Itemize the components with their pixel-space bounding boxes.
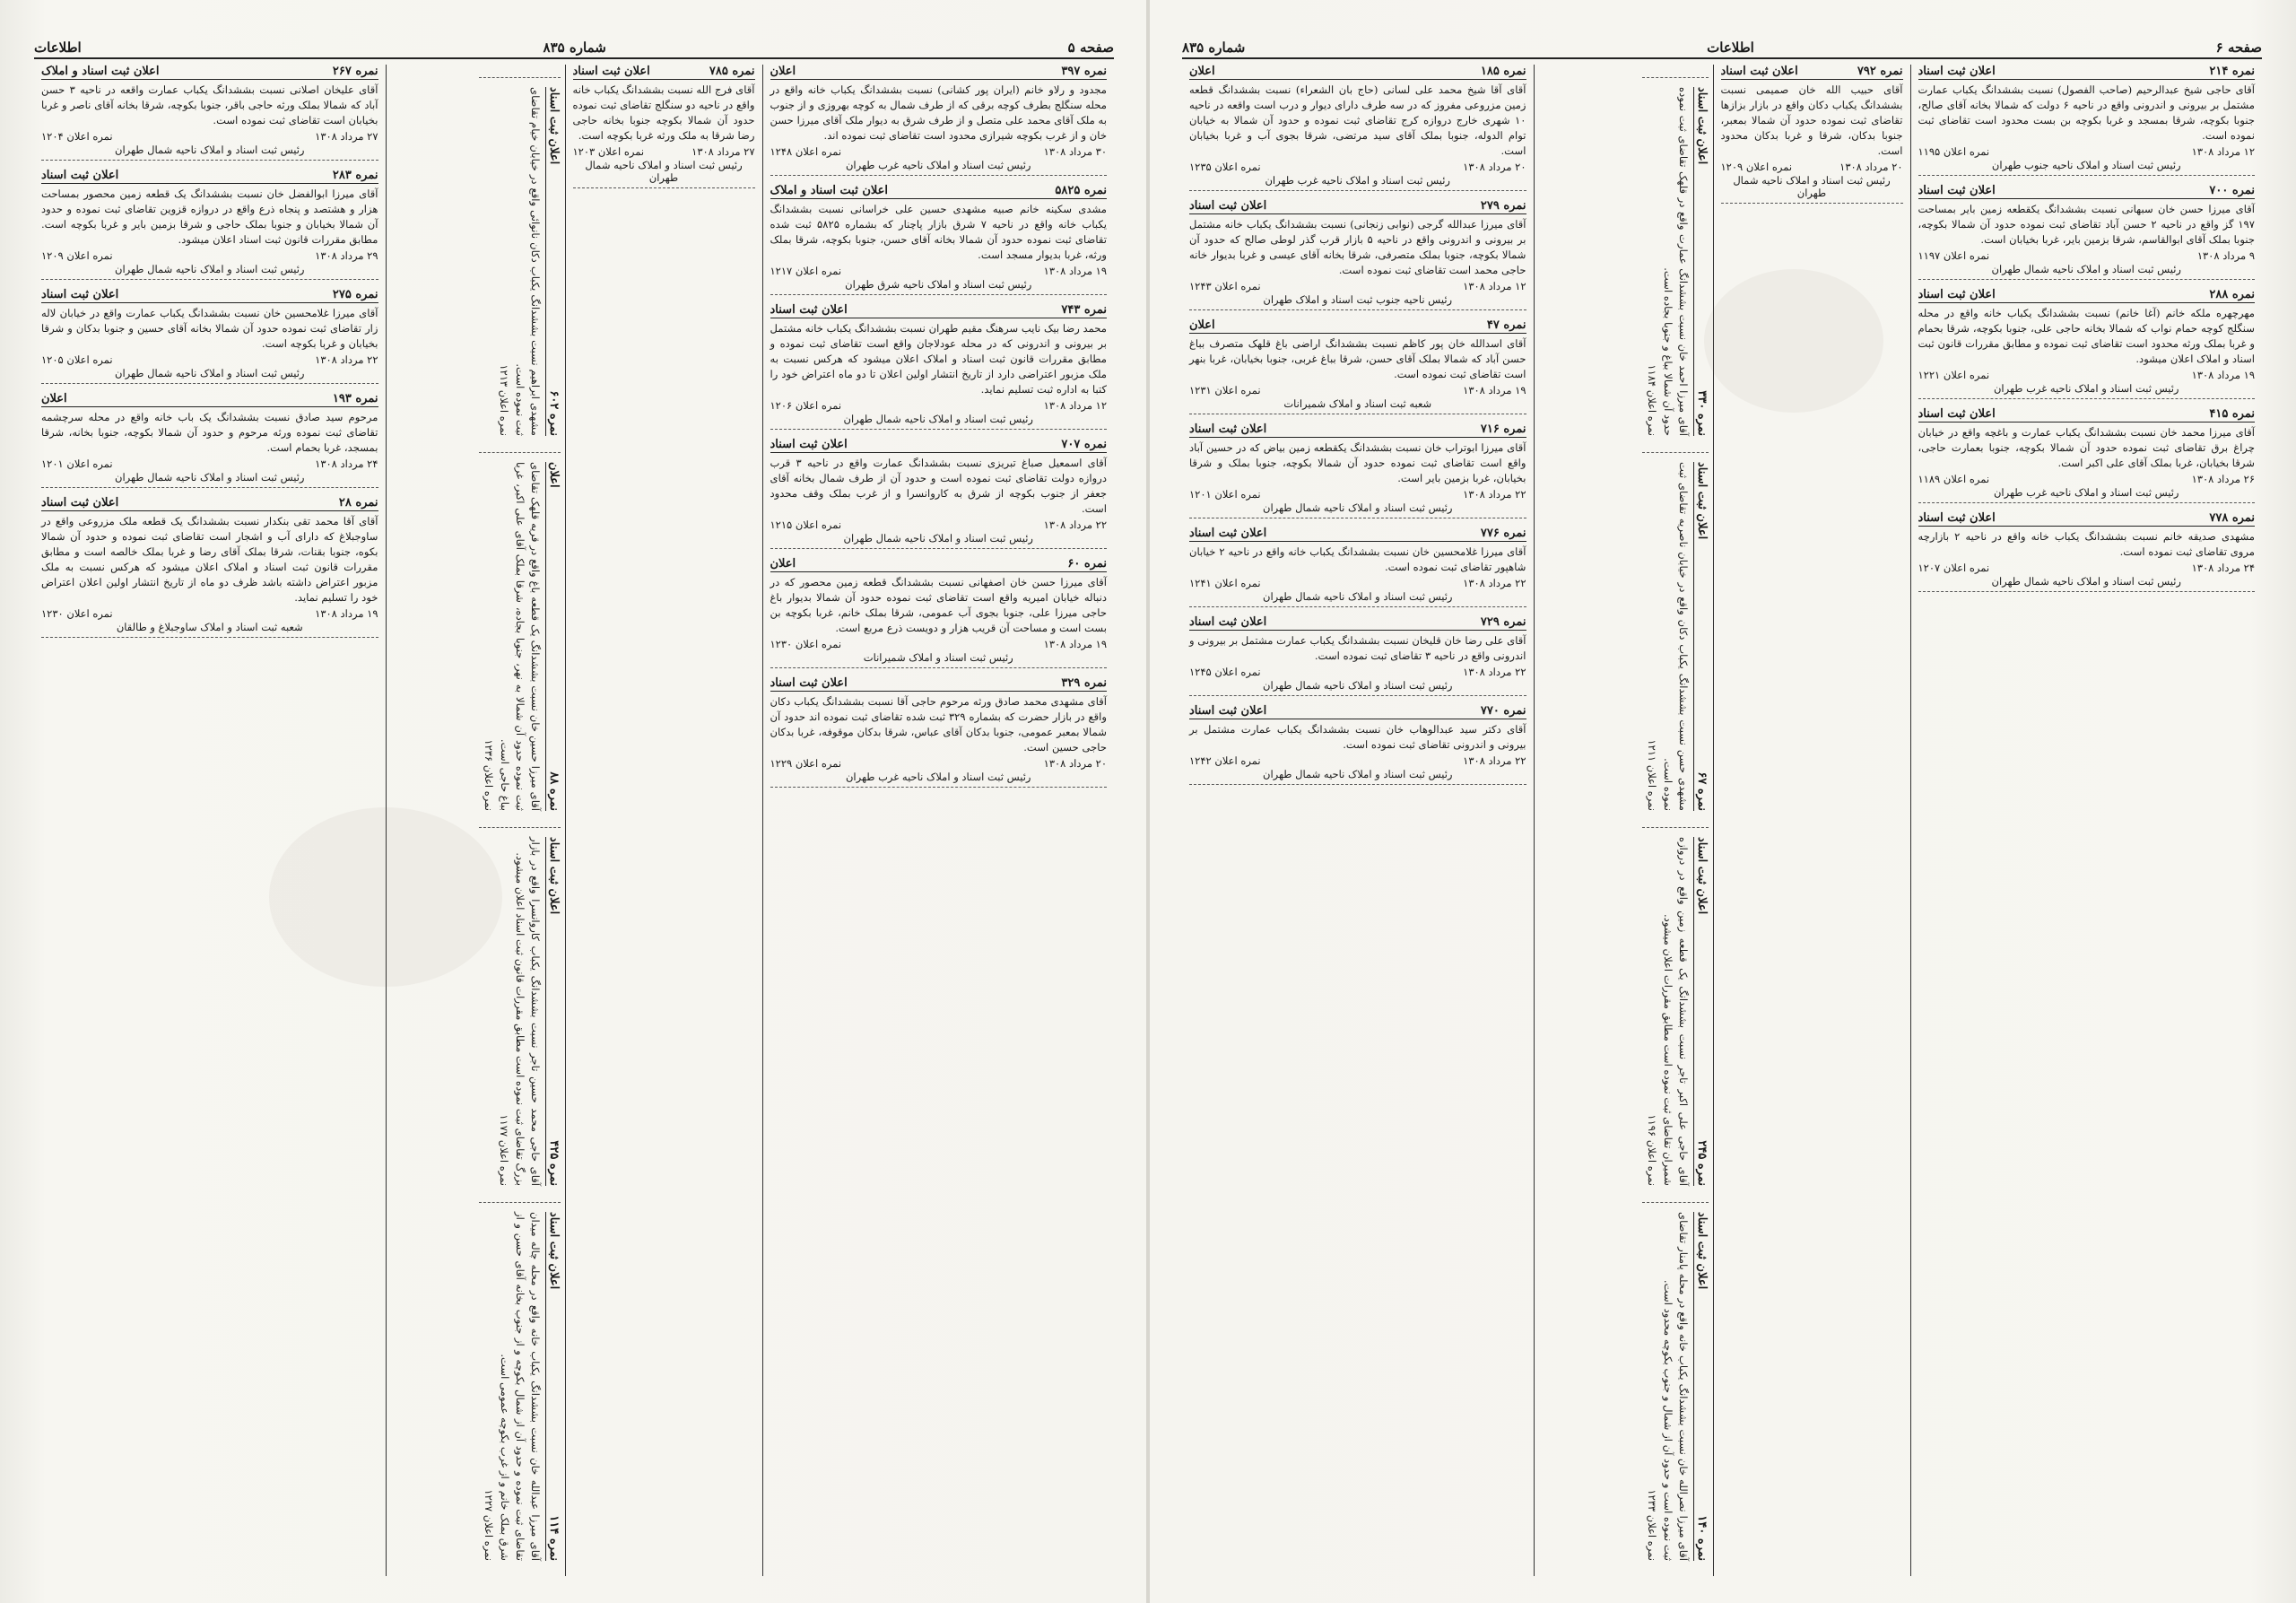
notice-body: آقای حاجی علی اکبر تاجر نسبت بششدانگ یک قطعه زمین واقع در دروازه شمیران تقاضای ثبت نموده است مطابق مقررات اعلان میشود. (1661, 837, 1690, 1186)
notice-footer (41, 457, 378, 470)
notice-header (1693, 87, 1709, 436)
notice-footer (1918, 562, 2256, 574)
column (1910, 65, 2263, 1576)
notice-date: ۱۹ مرداد ۱۳۰۸ (315, 607, 378, 620)
notice-body: آقای آقا شیخ محمد علی لسانی (حاج بان الشعراء) نسبت بششدانگ قطعه زمین مزروعی مفروز که در سه طرف دارای دیوار و درب است واقعه در ناحیه ۱۰ شهری خارج دروازه کرج تقاضای ثبت نموده و حدود آن شمالا به خیابان توام الدوله، جنوبا بملک آقای سید مرتضی، شرقا بجوی آب و غربا بخیابان است. (1189, 83, 1526, 157)
notice-body: مشهدی صدیقه خانم نسبت بششدانگ یکباب خانه واقع در ناحیه ۲ بازارچه مروی تقاضای ثبت نموده است. (1918, 530, 2255, 558)
notice-header (1918, 288, 2256, 303)
notice-header (1918, 511, 2256, 527)
notice-date: ۲۲ مرداد ۱۳۰۸ (1463, 754, 1526, 767)
notice-footer (1918, 145, 2256, 158)
notice-date: ۲۰ مرداد ۱۳۰۸ (1839, 161, 1903, 173)
notice-signature: رئیس ثبت اسناد و املاک ناحیه غرب طهران (845, 159, 1031, 171)
notice-body: مرحوم سید صادق نسبت بششدانگ یک باب خانه واقع در محله سرچشمه تقاضای ثبت نموده ورثه مرحوم و حدود آن شمالا بکوچه، جنوبا بخانه، شرقا بمسجد، غربا بحمام است. (41, 411, 378, 454)
notice-body: آقای حاجی شیخ عبدالرحیم (صاحب الفصول) نسبت بششدانگ یکباب عمارت مشتمل بر بیرونی و اندرونی واقع در ناحیه ۶ دولت که شمالا بخانه آقای صالح، جنوبا بکوچه، شرقا بمسجد و غربا بکوچه بن بست محدود است تقاضای ثبت نموده است. (1918, 83, 2256, 142)
notice-kind: اعلان (546, 462, 561, 488)
notice-number: نمره ۶۷ (1694, 771, 1709, 811)
notice-ref: نمره اعلان ۱۲۰۹ (1720, 161, 1793, 173)
notice (1918, 288, 2256, 399)
column (762, 65, 1115, 1576)
notice-body: مشهدی ابراهیم نسبت بششدانگ یکباب دکان نانوائی واقع در خیابان خیام تقاضای ثبت نموده است. (513, 87, 542, 436)
notice-signature: رئیس ثبت اسناد و املاک ناحیه شمال طهران (1733, 174, 1891, 199)
notice-footer (1721, 161, 1903, 173)
notice-ref: نمره اعلان ۱۲۱۷ (770, 265, 842, 277)
notice-ref: نمره اعلان ۱۲۴۸ (770, 145, 842, 158)
notice-footer (41, 353, 378, 366)
notice-kind: اعلان ثبت اسناد (1189, 615, 1267, 629)
notice-ref: نمره اعلان ۱۲۴۳ (1189, 280, 1261, 292)
notice-ref: نمره اعلان ۱۲۲۹ (770, 757, 842, 770)
notice-body: آقای میرزا ابوالفضل خان نسبت بششدانگ یک قطعه زمین محصور بمساحت هزار و هشتصد و پنجاه ذرع واقع در دروازه قزوین تقاضای ثبت نموده و حدود آن شمالا بخیابان و جنوبا بملک حاجی و شرقا بزمین بایر و غربا بکوچه است. مطابق مقررات قانون ثبت اسناد اعلان میشود. (41, 187, 378, 246)
notice-date: ۲۲ مرداد ۱۳۰۸ (1043, 518, 1107, 531)
columns (34, 65, 1114, 1576)
notice-signature: رئیس ثبت اسناد و املاک ناحیه غرب طهران (845, 771, 1031, 783)
notice-header (770, 303, 1108, 318)
notice-date: ۱۹ مرداد ۱۳۰۸ (2191, 369, 2255, 381)
notice-kind: اعلان ثبت اسناد و املاک (41, 65, 160, 78)
notice-ref: نمره اعلان ۱۲۰۶ (770, 399, 842, 412)
notice (1189, 527, 1526, 607)
notice-header (770, 676, 1108, 692)
notice-ref: نمره اعلان ۱۲۱۱ (1645, 739, 1658, 811)
notice-body: آقای میرزا عبدالله گرجی (نوابی زنجانی) نسبت بششدانگ یکباب خانه مشتمل بر بیرونی و اندرونی واقع در ناحیه ۵ بازار قرب گذر لوطی صالح که حدود آن شمالا بکوچه، جنوبا بملک متصرفی، شرقا بخانه آقای عیسی و غربا بدیوار خانه حاجی محمد است تقاضای ثبت نموده است. (1189, 218, 1526, 276)
notice-date: ۲۷ مرداد ۱۳۰۸ (315, 130, 378, 143)
column (1713, 65, 1910, 1576)
notice-kind: اعلان ثبت اسناد و املاک (770, 184, 889, 197)
notice-kind: اعلان ثبت اسناد (1918, 65, 1996, 78)
notice (1918, 511, 2256, 592)
notice-kind: اعلان ثبت اسناد (1189, 423, 1267, 436)
notice-body: آقای میرزا غلامحسین خان نسبت بششدانگ یکباب خانه واقع در ناحیه ۲ خیابان شاهپور تقاضای ثبت نموده است. (1189, 545, 1526, 573)
notice (770, 676, 1108, 788)
notice-kind: اعلان ثبت اسناد (1720, 65, 1798, 78)
notice-number: نمره ۱۴۰ (1694, 1515, 1709, 1561)
notice-header (1189, 65, 1526, 80)
notice (41, 496, 378, 638)
notice-signature: رئیس ثبت اسناد و املاک ناحیه شمال طهران (115, 367, 305, 379)
notice (479, 77, 561, 436)
notice-date: ۲۷ مرداد ۱۳۰۸ (691, 145, 755, 158)
notice-date: ۹ مرداد ۱۳۰۸ (2196, 249, 2255, 262)
notice-signature: رئیس ثبت اسناد و املاک ناحیه شمال طهران (585, 159, 743, 184)
notice (1642, 452, 1709, 811)
notice-header (41, 392, 378, 407)
notice-kind: اعلان ثبت اسناد (770, 438, 848, 451)
notice-ref: نمره اعلان ۱۲۳۶ (482, 739, 495, 811)
notice-ref: نمره اعلان ۱۲۳۰ (770, 638, 842, 650)
notice-header (1918, 184, 2256, 199)
notice-header (1189, 527, 1526, 542)
issue-number: شماره ۸۳۵ (543, 39, 606, 56)
notice-number: نمره ۴۷ (1486, 318, 1526, 332)
notice-ref: نمره اعلان ۱۲۰۹ (41, 249, 113, 262)
notice-number: نمره ۳۹۷ (1061, 65, 1107, 78)
notice (770, 438, 1108, 549)
notice-kind: اعلان (770, 65, 796, 78)
notice-number: نمره ۷۸۵ (709, 65, 755, 78)
notice-signature: رئیس ثبت اسناد و املاک ناحیه شمال طهران (843, 413, 1033, 425)
notice-signature: رئیس ثبت اسناد و املاک ناحیه شمال طهران (1263, 501, 1453, 514)
notice-signature: شعبه ثبت اسناد و املاک ساوجبلاغ و طالقان (116, 621, 303, 633)
notice-ref: نمره اعلان ۱۲۳۳ (1645, 1489, 1658, 1561)
notice-date: ۱۹ مرداد ۱۳۰۸ (1463, 384, 1526, 396)
notice-body: آقای حاجی محمد حسین تاجر نسبت بششدانگ یکباب کاروانسرا واقع در بازار بزرگ تقاضای ثبت نموده است مطابق مقررات قانون ثبت اسناد اعلان میشود. (513, 837, 542, 1186)
notice-kind: اعلان (41, 392, 67, 405)
notice-signature: رئیس ثبت اسناد و املاک ناحیه شرق طهران (845, 278, 1032, 291)
notice-ref: نمره اعلان ۱۲۴۵ (1189, 666, 1261, 678)
notice-date: ۲۰ مرداد ۱۳۰۸ (1463, 161, 1526, 173)
notice-ref: نمره اعلان ۱۲۰۵ (41, 353, 113, 366)
notice-kind: اعلان ثبت اسناد (1694, 87, 1709, 165)
notice-signature: رئیس ثبت اسناد و املاک ناحیه غرب طهران (1993, 486, 2179, 499)
notice-ref: نمره اعلان ۱۲۴۲ (1189, 754, 1261, 767)
notice-header (1189, 423, 1526, 438)
notice-body: محمد رضا بیک نایب سرهنگ مقیم طهران نسبت بششدانگ یکباب خانه مشتمل بر بیرونی و اندرونی که در محله عودلاجان واقع است تقاضای ثبت نموده و مطابق مقررات قانون ثبت اسناد و املاک اعلان میشود که هرکس نسبت به ملک مزبور اعتراضی دارد از تاریخ انتشار اولین اعلان تا دو ماه اعتراض خود را کتبا به اداره ثبت تسلیم نماید. (770, 322, 1107, 396)
page-header (1182, 36, 2262, 59)
notice-number: نمره ۲۶۷ (332, 65, 378, 78)
notice-date: ۲۹ مرداد ۱۳۰۸ (315, 249, 378, 262)
notice-number: نمره ۲۴۵ (1694, 1140, 1709, 1186)
notice-footer (770, 399, 1108, 412)
notice-body: آقای آقا محمد تقی بنکدار نسبت بششدانگ یک قطعه ملک مزروعی واقع در ساوجبلاغ که دارای آب و اشجار است تقاضای ثبت نموده و حدود آن شمالا بکوه، جنوبا بقنات، شرقا بملک آقای رضا و غربا بملک خالصه است و مطابق مقررات قانون ثبت اسناد و املاک اعلان میشود که هرکس نسبت به ملک مزبور اعتراض داشته باشد ظرف دو ماه از تاریخ انتشار اولین اعلان اعتراض خود را تسلیم نماید. (41, 515, 378, 604)
notice-body: آقای حبیب الله خان صمیمی نسبت بششدانگ یکباب دکان واقع در بازار بزازها تقاضای ثبت نموده حدود آن شمالا بمعبر، جنوبا بدکان، شرقا و غربا بدکان محدود است. (1720, 83, 1903, 157)
notice-footer (1189, 384, 1526, 396)
notice-number: نمره ۲۱۴ (2209, 65, 2255, 78)
notice-date: ۱۲ مرداد ۱۳۰۸ (1463, 280, 1526, 292)
notice-signature: رئیس ثبت اسناد و املاک ناحیه غرب طهران (1993, 382, 2179, 395)
notice-date: ۲۴ مرداد ۱۳۰۸ (2191, 562, 2255, 574)
notice-footer (1189, 488, 1526, 501)
notice-ref: نمره اعلان ۱۲۲۷ (482, 1489, 495, 1561)
notice-body: آقای علی رضا خان قلیخان نسبت بششدانگ یکباب عمارت مشتمل بر بیرونی و اندرونی واقع در ناحیه ۳ تقاضای ثبت نموده است. (1189, 634, 1526, 662)
notice (479, 827, 561, 1186)
notice-body: آقای میرزا عبدالله خان نسبت بششدانگ یکباب خانه واقع در محله چاله میدان تقاضای ثبت نموده و حدود آن از شمال بکوچه و از جنوب بخانه آقای حسن و از شرق بملک خانم و از غرب بکوچه عمومی است. (498, 1212, 542, 1561)
notice (1642, 1202, 1709, 1561)
notice-ref: نمره اعلان ۱۲۳۱ (1189, 384, 1261, 396)
notice-header (545, 837, 561, 1186)
notice-body: آقای میرزا غلامحسین خان نسبت بششدانگ یکباب عمارت واقع در خیابان لاله زار تقاضای ثبت نموده حدود آن شمالا بخانه آقای حسین و جنوبا بدکان و شرقا بخیابان و غربا بکوچه است. (41, 307, 378, 350)
notice (1642, 827, 1709, 1186)
notice-ref: نمره اعلان ۱۲۰۷ (1918, 562, 1990, 574)
notice-kind: اعلان ثبت اسناد (41, 496, 119, 510)
rotated-column (386, 65, 565, 1576)
notice (1189, 65, 1526, 191)
notice-number: نمره ۱۹۳ (332, 392, 378, 405)
notice (1189, 318, 1526, 414)
notice-signature: رئیس ثبت اسناد و املاک ناحیه شمال طهران (843, 532, 1033, 544)
notice-kind: اعلان ثبت اسناد (1694, 462, 1709, 540)
notice-ref: نمره اعلان ۱۱۹۶ (1645, 1114, 1658, 1186)
notice-body: آقای میرزا محمد خان نسبت بششدانگ یکباب عمارت و باغچه واقع در خیابان چراغ برق تقاضای ثبت نموده حدود آن شمالا بکوچه، جنوبا بعمارت حاجی، شرقا بخیابان، غربا بملک آقای علی اکبر است. (1918, 426, 2255, 469)
notice-signature: رئیس ناحیه جنوب ثبت اسناد و املاک طهران (1263, 293, 1453, 306)
notice-kind: اعلان ثبت اسناد (770, 303, 848, 317)
notice-signature: رئیس ثبت اسناد و املاک ناحیه شمال طهران (115, 471, 305, 484)
notice-header (1189, 199, 1526, 214)
notice-body: آقای مشهدی محمد صادق ورثه مرحوم حاجی آقا نسبت بششدانگ یکباب دکان واقع در بازار حضرت که بشماره ۳۲۹ ثبت شده تقاضای ثبت نموده اند حدود آن شمالا بمعبر عمومی، جنوبا بدکان آقای عباس، شرقا بدکان موقوفه، غربا بدکان حاجی حسین است. (770, 695, 1107, 754)
notice (479, 1202, 561, 1561)
notice-number: نمره ۱۱۴ (546, 1515, 561, 1561)
notice-number: نمره ۷۲۹ (1480, 615, 1526, 629)
notice-number: نمره ۶۰۲ (546, 390, 561, 436)
notice-footer (770, 518, 1108, 531)
notice-body: مجدود و رلاو خانم (ایران پور کشانی) نسبت بششدانگ یکباب خانه واقع در محله سنگلج بطرف کوچه برقی که از طرف شمال به کوچه بهروزی و از جنوب به ملک آقای محمد علی متصل و از طرف شرق به دیوار ملک آقای میرزا حسن خان و از غرب بکوچه شیرازی محدود است تقاضای ثبت نموده اند. (770, 83, 1107, 142)
notice-number: نمره ۲۸۸ (2209, 288, 2255, 301)
notice-header (770, 557, 1108, 572)
notice-date: ۲۰ مرداد ۱۳۰۸ (1043, 757, 1107, 770)
notice-body: آقای میرزا حسین خان نسبت بششدانگ یک قطعه باغ واقع در قریه قلهک تقاضای ثبت نموده حدود آن شمالا به نهر، جنوبا بجاده، شرقا بملک آقای علی اکبر، غربا بباغ حاجی است. (498, 462, 542, 811)
notice (770, 184, 1108, 295)
notice-ref: نمره اعلان ۱۱۷۷ (497, 1114, 510, 1186)
notice-number: نمره ۲۷۹ (1480, 199, 1526, 213)
notice-footer (770, 145, 1108, 158)
page-number: صفحه ۶ (2215, 39, 2262, 56)
notice-footer (770, 638, 1108, 650)
notice-header (545, 1212, 561, 1561)
notice-header (573, 65, 755, 80)
notice-footer (1918, 249, 2256, 262)
notice-signature: رئیس ثبت اسناد و املاک شمیرانات (863, 651, 1013, 664)
notice-date: ۱۲ مرداد ۱۳۰۸ (1043, 399, 1107, 412)
page-left (1148, 0, 2296, 1603)
notice-kind: اعلان ثبت اسناد (1694, 1212, 1709, 1290)
notice-signature: رئیس ثبت اسناد و املاک ناحیه شمال طهران (1263, 590, 1453, 603)
notice-ref: نمره اعلان ۱۱۸۴ (1645, 364, 1658, 436)
notice-date: ۲۲ مرداد ۱۳۰۸ (315, 353, 378, 366)
notice-footer (1189, 280, 1526, 292)
notice (1721, 65, 1903, 204)
notice-body: آقای دکتر سید عبدالوهاب خان نسبت بششدانگ یکباب عمارت مشتمل بر بیرونی و اندرونی تقاضای ثبت نموده است. (1189, 723, 1526, 751)
notice-header (41, 65, 378, 80)
notice (1918, 65, 2256, 176)
notice-header (770, 184, 1108, 199)
notice-body: آقای اسمعیل صباغ تبریزی نسبت بششدانگ عمارت واقع در ناحیه ۳ قرب دروازه دولت تقاضای ثبت نموده است و حدود آن از طرف شمال بخانه آقای جعفر از جنوب بکوچه از شرق به کاروانسرا و از غرب بملک وقف محدود است. (770, 457, 1107, 515)
issue-number: شماره ۸۳۵ (1182, 39, 1246, 56)
notice-number: نمره ۷۱۶ (1480, 423, 1526, 436)
notice (1189, 615, 1526, 696)
notice-ref: نمره اعلان ۱۲۰۴ (41, 130, 113, 143)
notice-signature: رئیس ثبت اسناد و املاک ناحیه غرب طهران (1265, 174, 1450, 187)
notice-ref: نمره اعلان ۱۱۹۷ (1918, 249, 1990, 262)
notice-number: نمره ۷۷۰ (1480, 704, 1526, 718)
notice (1189, 704, 1526, 785)
notice-header (41, 169, 378, 184)
notice-date: ۳۰ مرداد ۱۳۰۸ (1043, 145, 1107, 158)
notice-header (1721, 65, 1903, 80)
notice (1918, 184, 2256, 280)
notice-ref: نمره اعلان ۱۲۴۱ (1189, 577, 1261, 589)
notice-date: ۲۴ مرداد ۱۳۰۸ (315, 457, 378, 470)
notice-kind: اعلان ثبت اسناد (1189, 199, 1267, 213)
notice-number: نمره ۲۷۵ (332, 288, 378, 301)
notice-header (1189, 318, 1526, 334)
notice-kind: اعلان ثبت اسناد (1694, 837, 1709, 915)
notice-header (770, 438, 1108, 453)
notice-number: نمره ۶۰ (1067, 557, 1107, 571)
notice-ref: نمره اعلان ۱۲۳۰ (41, 607, 113, 620)
notice-number: نمره ۷۰۷ (1061, 438, 1107, 451)
notice (1189, 423, 1526, 518)
notice-kind: اعلان ثبت اسناد (1918, 184, 1996, 197)
notice-ref: نمره اعلان ۱۱۸۹ (1918, 473, 1990, 485)
notice-footer (41, 249, 378, 262)
notice-footer (41, 130, 378, 143)
column (565, 65, 762, 1576)
notice-header (545, 462, 561, 811)
page-number: صفحه ۵ (1067, 39, 1114, 56)
notice-body: آقای علیخان اصلانی نسبت بششدانگ یکباب عمارت واقعه در ناحیه ۳ حسن آباد که شمالا بملک ورثه حاجی باقر، جنوبا بکوچه، شرقا بخانه آقای ناصر و غربا بخیابان است تقاضای ثبت نموده است. (41, 83, 378, 126)
column (1182, 65, 1534, 1576)
notice-number: نمره ۷۷۶ (1480, 527, 1526, 540)
column (34, 65, 386, 1576)
notice (1189, 199, 1526, 310)
notice-signature: رئیس ثبت اسناد و املاک ناحیه شمال طهران (1991, 575, 2181, 588)
masthead: اطلاعات (1707, 39, 1754, 56)
notice-body: مشهدی حسن نسبت بششدانگ یکباب دکان واقع در خیابان ناصریه تقاضای ثبت نموده است. (1661, 462, 1690, 811)
notice-footer (1918, 369, 2256, 381)
notice-ref: نمره اعلان ۱۲۰۱ (41, 457, 113, 470)
notice-kind: اعلان ثبت اسناد (770, 676, 848, 690)
page-header (34, 36, 1114, 59)
notice-body: آقای میرزا حسن خان اصفهانی نسبت بششدانگ قطعه زمین محصور که در دنباله خیابان امیریه واقع است تقاضای ثبت نموده حدود آن شمالا بدیوار باغ حاجی میرزا علی، جنوبا بجوی آب عمومی، شرقا بملک خانم، غربا بکوچه بن بست است و مساحت آن قریب هزار و دویست ذرع مربع است. (770, 576, 1107, 634)
notice-number: نمره ۳۳۰ (1694, 390, 1709, 436)
notice-body: آقای میرزا نصرالله خان نسبت بششدانگ یکباب خانه واقع در محله پامنار تقاضای ثبت نموده است و حدود آن از شمال و جنوب بکوچه محدود است. (1661, 1212, 1690, 1561)
notice-footer (770, 757, 1108, 770)
notice-signature: رئیس ثبت اسناد و املاک ناحیه شمال طهران (1263, 679, 1453, 692)
notice-kind: اعلان ثبت اسناد (1918, 407, 1996, 421)
notice-header (1189, 615, 1526, 631)
notice (573, 65, 755, 188)
notice-ref: نمره اعلان ۱۲۱۵ (770, 518, 842, 531)
notice-body: آقای میرزا ابوتراب خان نسبت بششدانگ یکقطعه زمین بیاض که در حسین آباد واقع است تقاضای ثبت نموده حدود آن شمالا بکوچه، جنوبا بملک و شرقا بخیابان، غربا بزمین بایر است. (1189, 441, 1526, 484)
notice-signature: رئیس ثبت اسناد و املاک ناحیه جنوب طهران (1991, 159, 2181, 171)
notice-kind: اعلان ثبت اسناد (546, 1212, 561, 1290)
notice-number: نمره ۳۲۹ (1061, 676, 1107, 690)
notice-header (1918, 407, 2256, 423)
notice-number: نمره ۴۲۵ (546, 1140, 561, 1186)
notice-ref: نمره اعلان ۱۲۳۵ (1189, 161, 1261, 173)
notice-footer (573, 145, 755, 158)
notice-number: نمره ۱۸۵ (1480, 65, 1526, 78)
page-gutter (1146, 0, 1150, 1603)
notice-header (545, 87, 561, 436)
notice-number: نمره ۴۱۵ (2209, 407, 2255, 421)
notice (770, 65, 1108, 176)
notice-header (1189, 704, 1526, 719)
columns (1182, 65, 2262, 1576)
notice-body: مهرچهره ملکه خانم (آغا خانم) نسبت بششدانگ یکباب خانه واقع در محله سنگلج کوچه حمام نواب که شمالا بخانه حاجی علی، جنوبا بکوچه، شرقا بحمام و غربا بملک ورثه محدود است تقاضای ثبت نموده و مطابق مقررات قانون ثبت اسناد و املاک اعلان میشود. (1918, 307, 2255, 365)
notice-kind: اعلان (1189, 318, 1215, 332)
notice-header (1693, 837, 1709, 1186)
notice-header (1693, 462, 1709, 811)
notice-date: ۱۹ مرداد ۱۳۰۸ (1043, 265, 1107, 277)
notice-ref: نمره اعلان ۱۲۲۱ (1918, 369, 1990, 381)
notice-number: نمره ۷۹۲ (1857, 65, 1903, 78)
notice-signature: رئیس ثبت اسناد و املاک ناحیه شمال طهران (115, 144, 305, 156)
notice-footer (1918, 473, 2256, 485)
notice-date: ۲۲ مرداد ۱۳۰۸ (1463, 666, 1526, 678)
notice-ref: نمره اعلان ۱۲۰۳ (572, 145, 645, 158)
notice (1918, 407, 2256, 503)
notice-footer (1189, 754, 1526, 767)
notice-ref: نمره اعلان ۱۲۰۱ (1189, 488, 1261, 501)
notice-number: نمره ۷۰۰ (2209, 184, 2255, 197)
notice-kind: اعلان ثبت اسناد (1918, 511, 1996, 525)
notice (41, 65, 378, 161)
notice-footer (1189, 577, 1526, 589)
notice-number: نمره ۸۸ (546, 771, 561, 811)
notice-footer (41, 607, 378, 620)
notice-kind: اعلان ثبت اسناد (546, 87, 561, 165)
notice-date: ۱۹ مرداد ۱۳۰۸ (1043, 638, 1107, 650)
notice-kind: اعلان ثبت اسناد (41, 169, 119, 182)
notice (479, 452, 561, 811)
notice-ref: نمره اعلان ۱۲۱۳ (497, 364, 510, 436)
notice-kind: اعلان ثبت اسناد (1189, 704, 1267, 718)
rotated-column (1534, 65, 1713, 1576)
notice (770, 303, 1108, 430)
notice-ref: نمره اعلان ۱۱۹۵ (1918, 145, 1990, 158)
notice-body: آقای فرج الله نسبت بششدانگ یکباب خانه واقع در ناحیه دو سنگلج تقاضای ثبت نموده حدود آن شمالا بکوچه جنوبا بخانه حاجی رضا شرقا به ملک ورثه غربا بکوچه است. (572, 83, 755, 142)
notice-number: نمره ۲۸ (338, 496, 378, 510)
notice-header (41, 496, 378, 511)
notice (41, 392, 378, 488)
notice (41, 288, 378, 384)
notice-body: آقای میرزا احمد خان نسبت بششدانگ عمارت واقع در قلهک تقاضای ثبت نموده حدود آن شمالا بباغ و جنوبا بجاده است. (1661, 87, 1690, 436)
notice-number: نمره ۷۷۸ (2209, 511, 2255, 525)
notice-signature: رئیس ثبت اسناد و املاک ناحیه شمال طهران (1991, 263, 2181, 275)
notice-kind: اعلان (770, 557, 796, 571)
notice-body: آقای اسدالله خان پور کاظم نسبت بششدانگ اراضی باغ قلهک متصرف بباغ حسن آباد که شمالا بملک آقای حسن، شرقا بباغ غربی، جنوبا بخیابان، غربا بنهر است تقاضای ثبت نموده است. (1189, 337, 1526, 380)
notice-number: نمره ۷۴۳ (1061, 303, 1107, 317)
notice-kind: اعلان ثبت اسناد (1189, 527, 1267, 540)
notice-kind: اعلان ثبت اسناد (1918, 288, 1996, 301)
notice (770, 557, 1108, 668)
notice-date: ۲۲ مرداد ۱۳۰۸ (1463, 488, 1526, 501)
notice-kind: اعلان ثبت اسناد (41, 288, 119, 301)
masthead: اطلاعات (34, 39, 82, 56)
notice-header (770, 65, 1108, 80)
notice-signature: شعبه ثبت اسناد و املاک شمیرانات (1283, 397, 1432, 410)
notice (1642, 77, 1709, 436)
notice-date: ۲۶ مرداد ۱۳۰۸ (2191, 473, 2255, 485)
notice-footer (1189, 666, 1526, 678)
notice (41, 169, 378, 280)
notice-number: نمره ۲۸۳ (332, 169, 378, 182)
notice-date: ۱۲ مرداد ۱۳۰۸ (2191, 145, 2255, 158)
notice-body: مشدی سکینه خانم صبیه مشهدی حسین علی خراسانی نسبت بششدانگ یکباب خانه واقع در ناحیه ۷ شرق بازار پاچنار که بشماره ۵۸۲۵ ثبت شده تقاضای ثبت نموده حدود آن شمالا بخانه آقای حسن، جنوبا بکوچه، شرقا بملک ورثه، غربا بدیوار مسجد است. (770, 203, 1108, 261)
notice-header (41, 288, 378, 303)
notice-header (1918, 65, 2256, 80)
notice-body: آقای میرزا حسن خان سبهانی نسبت بششدانگ یکقطعه زمین بایر بمساحت ۱۹۷ گز واقع در ناحیه ۲ حسن آباد تقاضای ثبت نموده حدود آن شمالا بکوچه، جنوبا بملک آقای ابوالقاسم، شرقا بزمین بایر، غربا بخیابان است. (1918, 203, 2256, 246)
notice-number: نمره ۵۸۲۵ (1055, 184, 1107, 197)
notice-signature: رئیس ثبت اسناد و املاک ناحیه شمال طهران (115, 263, 305, 275)
notice-signature: رئیس ثبت اسناد و املاک ناحیه شمال طهران (1263, 768, 1453, 780)
notice-header (1693, 1212, 1709, 1561)
notice-date: ۲۲ مرداد ۱۳۰۸ (1463, 577, 1526, 589)
notice-kind: اعلان ثبت اسناد (572, 65, 650, 78)
notice-kind: اعلان (1189, 65, 1215, 78)
notice-footer (1189, 161, 1526, 173)
notice-kind: اعلان ثبت اسناد (546, 837, 561, 915)
notice-footer (770, 265, 1108, 277)
